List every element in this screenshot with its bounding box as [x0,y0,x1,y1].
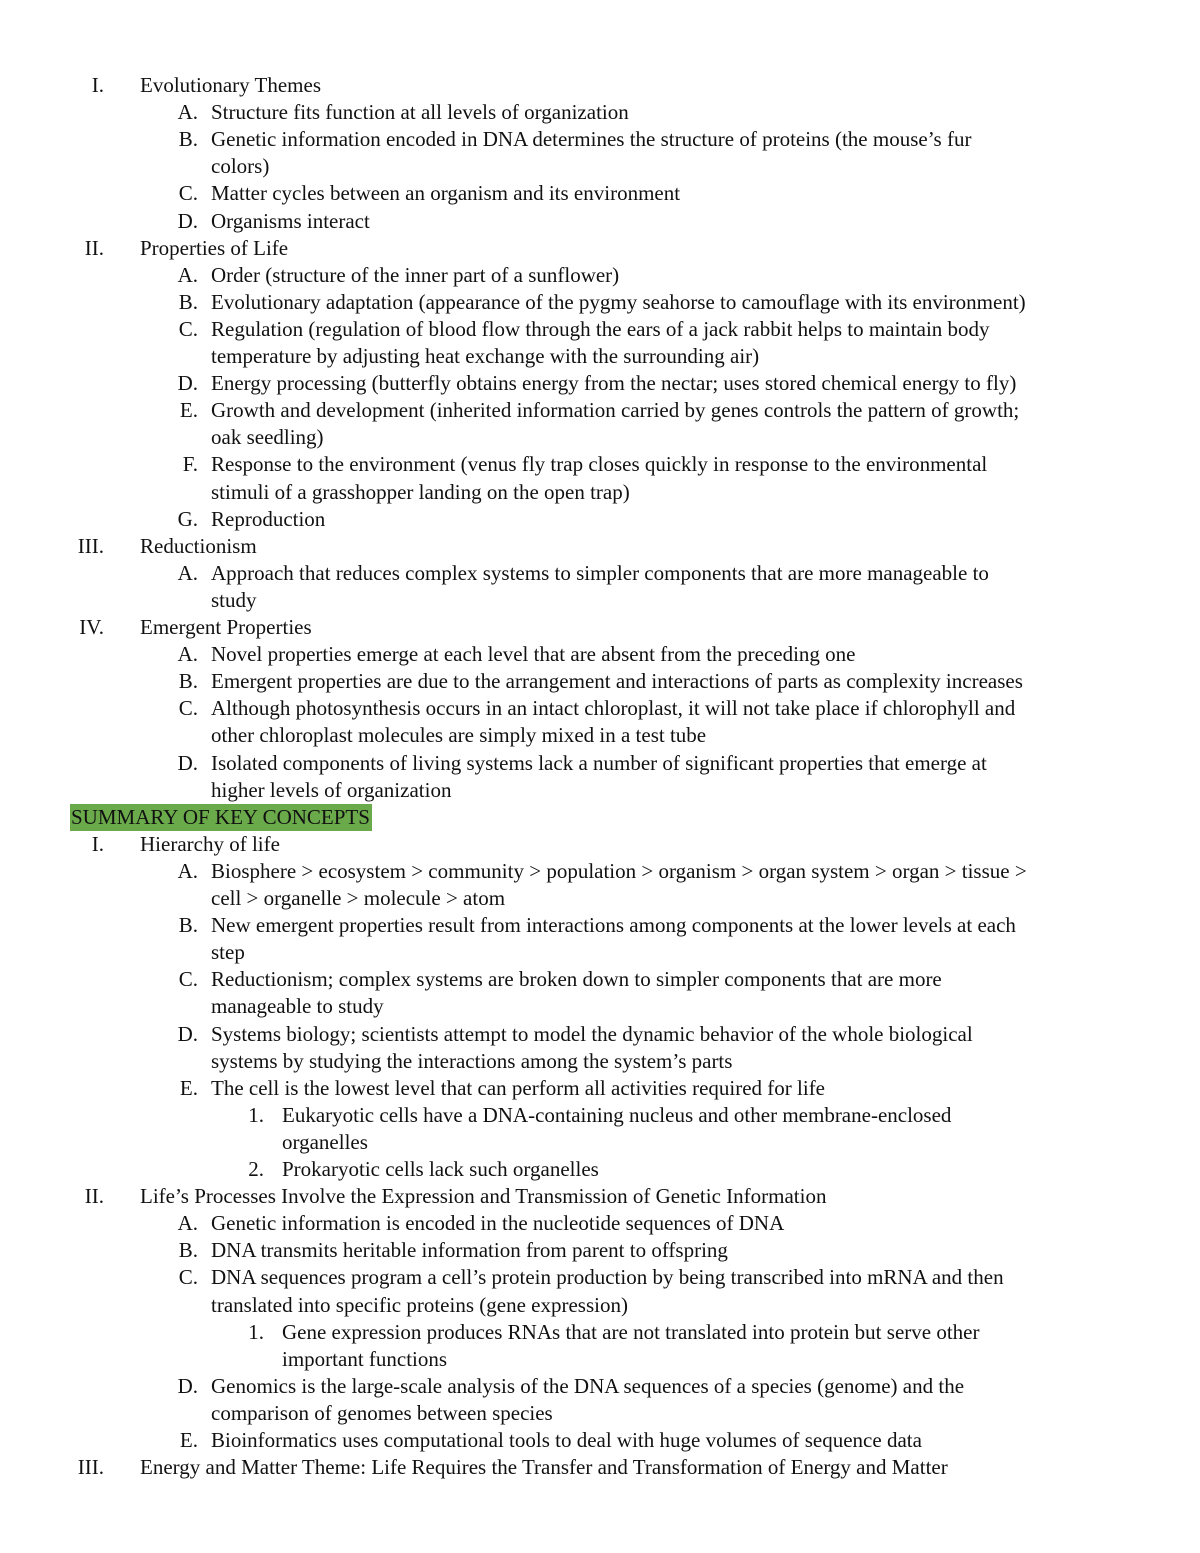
list-marker: F. [182,452,198,477]
list-marker: D. [177,371,198,396]
outline-heading [0,533,1200,560]
list-marker: D. [177,1373,198,1398]
item-text: Energy processing (butterfly obtains energy from the nectar; uses stored chemical energy to fly) [211,371,1017,396]
list-marker: 1. [248,1102,264,1127]
item-text: Although photosynthesis occurs in an intact chloroplast, it will not take place if chlorophyll and [211,696,1016,721]
list-marker: III. [77,533,104,558]
list-marker: I. [91,831,104,856]
item-text: DNA transmits heritable information from parent to offspring [211,1238,728,1263]
outline-heading [0,1454,1200,1481]
outline-item [0,722,1200,749]
item-text: Growth and development (inherited information carried by genes controls the pattern of growth; [211,398,1020,423]
list-marker: C. [178,1265,198,1290]
list-marker: A. [177,1211,198,1236]
outline-item [0,180,1200,207]
item-text: systems by studying the interactions among the system’s parts [211,1048,733,1073]
list-marker: A. [177,642,198,667]
item-text: important functions [282,1346,448,1371]
item-text: Life’s Processes Involve the Expression and Transmission of Genetic Information [140,1184,827,1209]
item-text: Novel properties emerge at each level that are absent from the preceding one [211,642,856,667]
item-text: translated into specific proteins (gene expression) [211,1292,628,1317]
outline-item [0,993,1200,1020]
item-text: study [211,587,257,612]
item-text: cell > organelle > molecule > atom [211,886,506,910]
item-text: Evolutionary adaptation (appearance of the pygmy seahorse to camouflage with its environment) [211,289,1026,314]
item-text: Systems biology; scientists attempt to model the dynamic behavior of the whole biological [211,1021,973,1046]
outline-item [0,370,1200,397]
list-marker: I. [91,73,104,97]
outline-subitem [0,1102,1200,1129]
outline-item [0,262,1200,289]
outline-item [0,451,1200,478]
item-text: Reproduction [211,506,326,531]
list-marker: B. [178,127,198,152]
item-text: colors) [211,154,270,179]
list-marker: E. [179,398,198,423]
outline-item [0,1075,1200,1102]
outline-item [0,1373,1200,1400]
outline-item [0,885,1200,912]
item-text: temperature by adjusting heat exchange with the surrounding air) [211,344,760,368]
item-text: New emergent properties result from interactions among components at the lower levels at each [211,913,1016,938]
outline-heading [0,831,1200,858]
outline-item [0,560,1200,587]
outline-heading [0,235,1200,262]
outline-item [0,343,1200,370]
item-text: Eukaryotic cells have a DNA-containing nucleus and other membrane-enclosed [282,1102,952,1127]
list-marker: E. [179,1075,198,1100]
outline-item [0,424,1200,451]
outline-item [0,479,1200,506]
item-text: The cell is the lowest level that can perform all activities required for life [211,1075,826,1100]
item-text: comparison of genomes between species [211,1400,553,1425]
list-marker: B. [178,1238,198,1263]
list-marker: II. [84,235,104,260]
outline-item [0,858,1200,885]
item-text: manageable to study [211,994,384,1019]
outline-heading [0,614,1200,641]
item-text: Energy and Matter Theme: Life Requires the Transfer and Transformation of Energy and Matter [140,1455,948,1480]
list-marker: D. [177,1021,198,1046]
item-text: Genetic information encoded in DNA determines the structure of proteins (the mouse’s fur [211,127,972,152]
outline-item [0,208,1200,235]
outline-item [0,397,1200,424]
item-text: Response to the environment (venus fly trap closes quickly in response to the environmental [211,452,988,477]
outline-subitem [0,1346,1200,1373]
section-heading [0,804,1200,831]
item-text: Biosphere > ecosystem > community > population > organism > organ system > organ > tissue > [211,858,1027,883]
item-text: Emergent properties are due to the arrangement and interactions of parts as complexity increases [211,669,1023,694]
outline-item [0,1264,1200,1291]
list-marker: G. [177,506,198,531]
item-text: Reductionism; complex systems are broken down to simpler components that are more [211,967,942,992]
list-marker: D. [177,208,198,233]
outline-item [0,966,1200,993]
item-text: Genomics is the large-scale analysis of the DNA sequences of a species (genome) and the [211,1373,965,1398]
outline-heading [0,72,1200,99]
outline-item [0,1021,1200,1048]
outline-item [0,99,1200,126]
item-text: Structure fits function at all levels of organization [211,100,629,125]
list-marker: E. [179,1428,198,1452]
item-text: Genetic information is encoded in the nucleotide sequences of DNA [211,1211,785,1236]
list-marker: A. [177,560,198,585]
outline-item [0,1427,1200,1454]
section-heading-text: SUMMARY OF KEY CONCEPTS [71,804,370,829]
outline-heading [0,1183,1200,1210]
list-marker: II. [84,1184,104,1209]
outline-item [0,750,1200,777]
item-text: Hierarchy of life [140,831,280,856]
list-marker: III. [77,1455,104,1480]
item-text: Order (structure of the inner part of a sunflower) [211,262,620,287]
item-text: Bioinformatics uses computational tools to deal with huge volumes of sequence data [211,1428,922,1452]
outline-subitem [0,1319,1200,1346]
outline-item [0,587,1200,614]
list-marker: A. [177,100,198,125]
outline-item [0,912,1200,939]
item-text: organelles [282,1129,368,1154]
outline-item [0,1292,1200,1319]
outline-item [0,506,1200,533]
list-marker: D. [177,750,198,775]
item-text: Approach that reduces complex systems to simpler components that are more manageable to [211,560,989,585]
item-text: Isolated components of living systems lack a number of significant properties that emerge at [211,750,987,775]
item-text: Regulation (regulation of blood flow through the ears of a jack rabbit helps to maintain body [211,316,990,341]
list-marker: C. [178,967,198,992]
outline-item [0,289,1200,316]
item-text: Properties of Life [140,235,289,260]
outline-item [0,641,1200,668]
outline-item [0,1400,1200,1427]
item-text: Matter cycles between an organism and its environment [211,181,681,206]
item-text: other chloroplast molecules are simply mixed in a test tube [211,723,707,748]
list-marker: B. [178,669,198,694]
item-text: higher levels of organization [211,777,452,802]
list-marker: C. [178,181,198,206]
list-marker: A. [177,858,198,883]
item-text: oak seedling) [211,425,324,450]
list-marker: 2. [248,1157,264,1181]
item-text: stimuli of a grasshopper landing on the open trap) [211,479,630,504]
item-text: Emergent Properties [140,615,312,639]
outline-item [0,695,1200,722]
item-text: Reductionism [140,533,257,558]
list-marker: B. [178,913,198,938]
outline-item [0,153,1200,180]
list-marker: C. [178,696,198,721]
outline-item [0,316,1200,343]
outline-item [0,1237,1200,1264]
item-text: Evolutionary Themes [140,73,321,97]
outline-item [0,668,1200,695]
outline-item [0,1048,1200,1075]
item-text: Organisms interact [211,208,370,233]
outline-item [0,1210,1200,1237]
item-text: Gene expression produces RNAs that are not translated into protein but serve other [282,1319,980,1344]
item-text: Prokaryotic cells lack such organelles [282,1157,599,1181]
item-text: DNA sequences program a cell’s protein production by being transcribed into mRNA and then [211,1265,1004,1290]
list-marker: B. [178,289,198,314]
list-marker: IV. [79,615,104,639]
outline-subitem [0,1129,1200,1156]
list-marker: 1. [248,1319,264,1344]
list-marker: C. [178,316,198,341]
list-marker: A. [177,262,198,287]
outline-item [0,126,1200,153]
outline-item [0,777,1200,804]
item-text: step [211,940,245,965]
outline-item [0,939,1200,966]
outline-subitem [0,1156,1200,1183]
